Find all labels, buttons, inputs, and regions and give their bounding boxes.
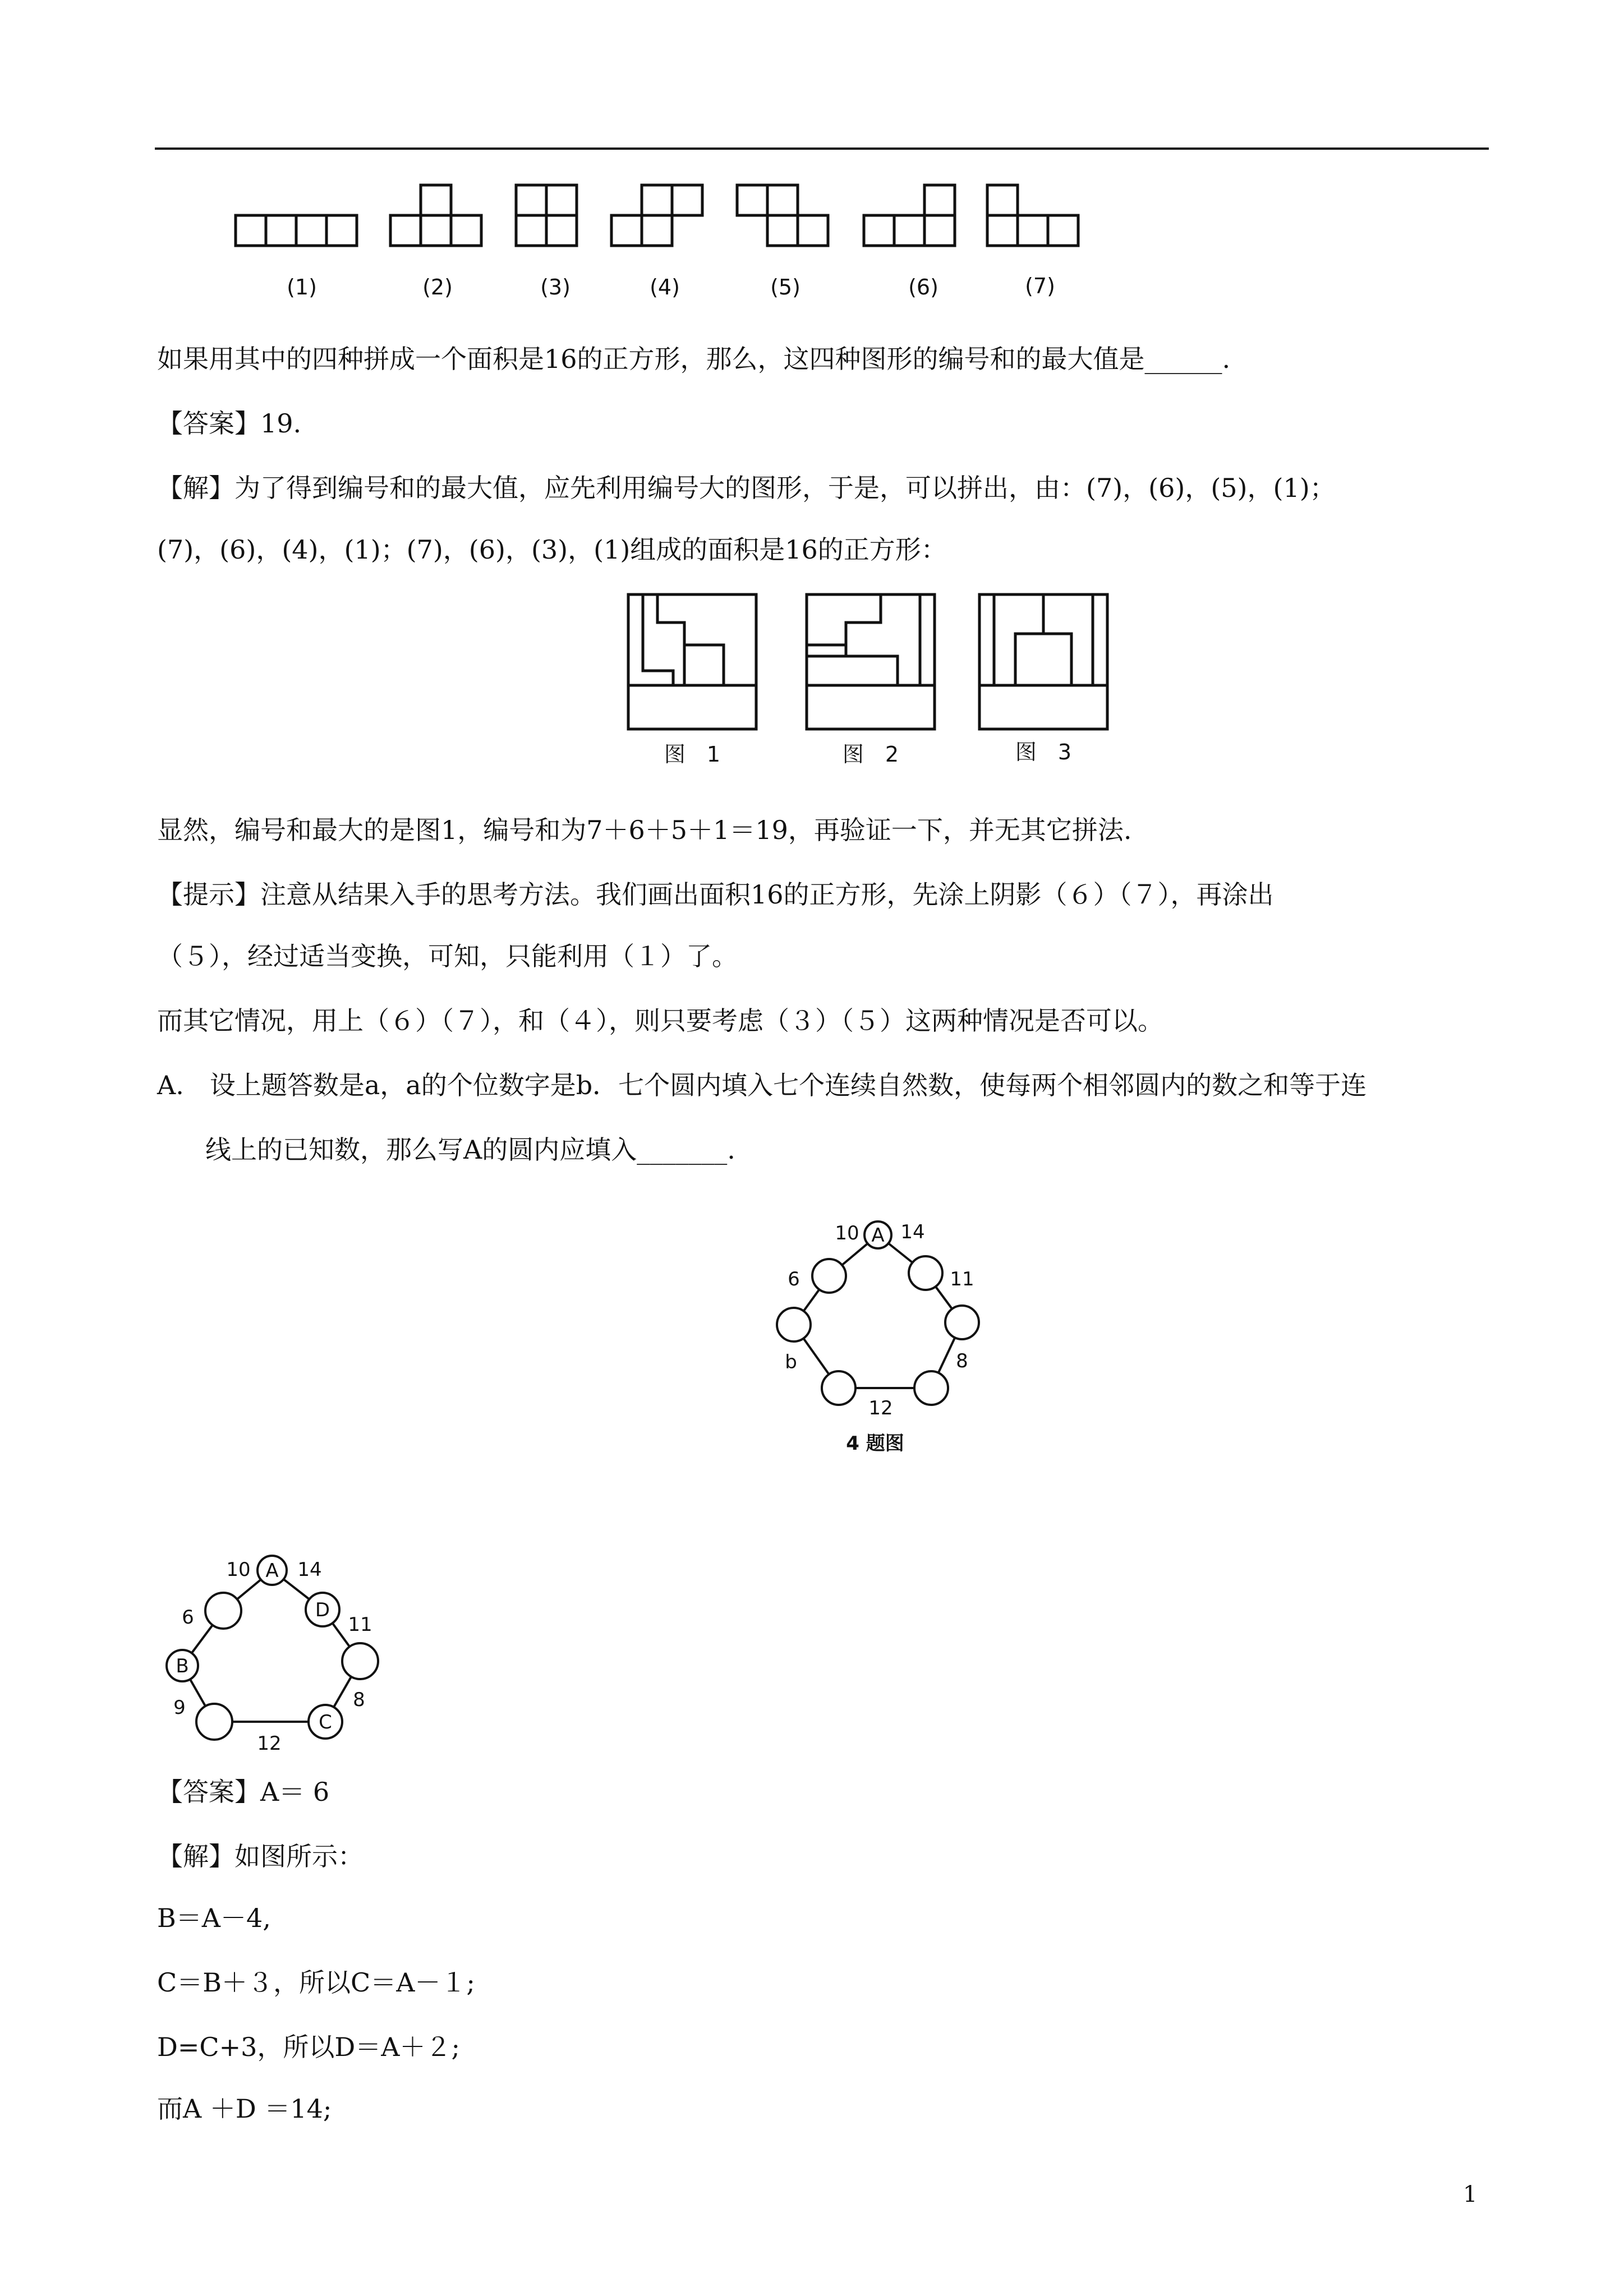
- figure-1-label: 图 1: [664, 742, 721, 767]
- edge-label: 14: [900, 1221, 925, 1243]
- equation-4: 而A ＋D ＝14;: [157, 2094, 332, 2124]
- shape-label-3: (3): [540, 275, 571, 299]
- edge-label: 12: [257, 1732, 282, 1755]
- edge-label: b: [785, 1351, 797, 1373]
- solution-1-line-a: 【解】为了得到编号和的最大值，应先利用编号大的图形，于是，可以拼出，由：(7)，(6)，(5)，(1)；: [157, 473, 1336, 503]
- shape-label-2: (2): [422, 275, 453, 299]
- equation-3: D=C+3，所以D＝A＋２;: [157, 2032, 461, 2062]
- page-number: 1: [1463, 2182, 1478, 2207]
- figure-3-label: 图 3: [1015, 740, 1072, 764]
- shape-label-6: (6): [908, 275, 938, 299]
- edge-label: 8: [353, 1689, 365, 1711]
- shape-label-4: (4): [650, 275, 680, 299]
- edge-label: 11: [348, 1613, 372, 1636]
- circle-ring-figure: [752, 1206, 999, 1464]
- answer-1: 【答案】19.: [157, 408, 302, 439]
- solution-1-line-b: (7)，(6)，(4)，(1)；(7)，(6)，(3)，(1)组成的面积是16的正方形：: [157, 534, 947, 565]
- edge-label: 8: [956, 1350, 968, 1372]
- edge-label: 12: [868, 1397, 893, 1419]
- ring-figure-caption: 4 题图: [846, 1432, 904, 1455]
- edge-label: 11: [950, 1268, 974, 1290]
- edge-label: 6: [182, 1606, 194, 1629]
- question-text: 如果用其中的四种拼成一个面积是16的正方形，那么，这四种图形的编号和的最大值是______.: [157, 344, 1231, 374]
- solution-2: 【解】如图所示：: [157, 1841, 364, 1871]
- node-d-label: D: [315, 1599, 330, 1621]
- tetromino-figure: [213, 174, 1139, 314]
- figure-2-label: 图 2: [842, 742, 899, 767]
- node-a-label: A: [265, 1560, 279, 1582]
- header-rule: [155, 147, 1489, 150]
- shape-label-1: (1): [287, 275, 317, 299]
- other-cases-text: 而其它情况，用上（６）（７），和（４），则只要考虑（３）（５）这两种情况是否可以。: [157, 1006, 1163, 1036]
- edge-label: 10: [226, 1559, 251, 1581]
- square-arrangements-figure: [617, 583, 1122, 774]
- question-2-line-a: A. 设上题答数是a，a的个位数字是b．七个圆内填入七个连续自然数，使每两个相邻圆内的数之和等于连: [157, 1070, 1367, 1100]
- node-c-label: C: [319, 1711, 332, 1733]
- hint-line-b: （５），经过适当变换，可知，只能利用（１）了。: [157, 941, 738, 971]
- labeled-circle-ring-figure: [151, 1542, 398, 1767]
- edge-label: 14: [297, 1559, 322, 1581]
- node-a-label: A: [871, 1224, 885, 1247]
- equation-2: C＝B＋３，所以C＝A－１;: [157, 1967, 475, 1998]
- conclusion-text: 显然，编号和最大的是图1，编号和为7＋6＋5＋1＝19，再验证一下，并无其它拼法.: [157, 815, 1132, 845]
- hint-line-a: 【提示】注意从结果入手的思考方法。我们画出面积16的正方形，先涂上阴影（６）（７），再涂出: [157, 879, 1274, 910]
- node-b-label: B: [176, 1655, 189, 1677]
- equation-1: B＝A－4,: [157, 1903, 271, 1933]
- edge-label: 10: [835, 1222, 859, 1244]
- shape-label-5: (5): [770, 275, 801, 299]
- answer-2: 【答案】A＝ 6: [157, 1777, 330, 1807]
- question-2-line-b: 线上的已知数，那么写A的圆内应填入_______.: [205, 1135, 735, 1165]
- edge-label: 6: [788, 1268, 800, 1290]
- shape-label-7: (7): [1025, 274, 1055, 298]
- edge-label: 9: [173, 1696, 186, 1719]
